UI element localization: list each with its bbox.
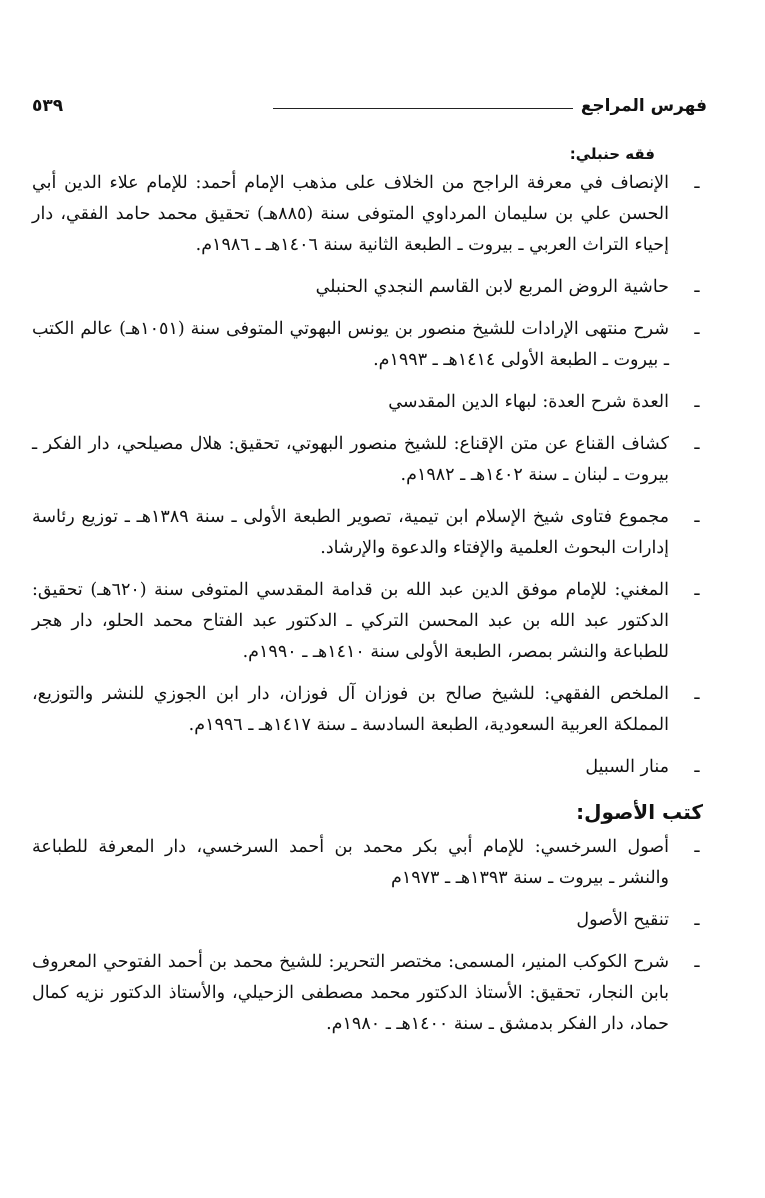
reference-entry <box>32 905 707 936</box>
header-rule <box>273 108 573 109</box>
list-dash: ـ <box>694 434 700 454</box>
running-header <box>32 86 707 116</box>
reference-list-usul <box>32 832 707 1040</box>
reference-text: حاشية الروض المربع لابن القاسم النجدي الحنبلي <box>315 277 669 297</box>
references-content <box>32 140 707 1051</box>
reference-entry <box>32 429 707 491</box>
reference-entry <box>32 168 707 261</box>
list-dash: ـ <box>694 952 700 972</box>
page-number: ٥٣٩ <box>32 96 64 116</box>
reference-entry <box>32 502 707 564</box>
list-dash: ـ <box>694 319 700 339</box>
reference-entry <box>32 679 707 741</box>
section-heading-hanbali-fiqh: فقه حنبلي: <box>569 145 655 163</box>
reference-list-hanbali-fiqh <box>32 168 707 783</box>
header-title: فهرس المراجع <box>580 96 707 116</box>
list-dash: ـ <box>694 580 700 600</box>
reference-text: شرح الكوكب المنير، المسمى: مختصر التحرير: للشيخ محمد بن أحمد الفتوحي المعروف بابن النجار، تحقيق: الأستاذ الدكتور محمد مصطفى الزحيلي، والأستاذ الدكتور نزيه كمال حماد، دار الفكر بدمشق ـ سنة ١٤٠٠هـ ـ ١٩٨٠م. <box>32 952 669 1034</box>
list-dash: ـ <box>694 277 700 297</box>
reference-text: منار السبيل <box>585 757 669 777</box>
reference-text: شرح منتهى الإرادات للشيخ منصور بن يونس البهوتي المتوفى سنة (١٠٥١هـ) عالم الكتب ـ بيروت ـ الطبعة الأولى ١٤١٤هـ ـ ١٩٩٣م. <box>32 319 669 370</box>
list-dash: ـ <box>694 837 700 857</box>
reference-text: مجموع فتاوى شيخ الإسلام ابن تيمية، تصوير الطبعة الأولى ـ سنة ١٣٨٩هـ ـ توزيع رئاسة إدارات البحوث العلمية والإفتاء والدعوة والإرشاد. <box>32 507 669 558</box>
reference-entry <box>32 575 707 668</box>
list-dash: ـ <box>694 507 700 527</box>
reference-text: الإنصاف في معرفة الراجح من الخلاف على مذهب الإمام أحمد: للإمام علاء الدين أبي الحسن علي بن سليمان المرداوي المتوفى سنة (٨٨٥هـ) تحقيق محمد حامد الفقي، دار إحياء التراث العربي ـ بيروت ـ الطبعة الثانية سنة ١٤٠٦هـ ـ ١٩٨٦م. <box>32 173 669 255</box>
reference-entry <box>32 947 707 1040</box>
list-dash: ـ <box>694 392 700 412</box>
reference-text: تنقيح الأصول <box>576 910 669 930</box>
reference-entry <box>32 752 707 783</box>
section-heading-usul: كتب الأصول: <box>576 800 703 824</box>
reference-text: أصول السرخسي: للإمام أبي بكر محمد بن أحمد السرخسي، دار المعرفة للطباعة والنشر ـ بيروت ـ سنة ١٣٩٣هـ ـ ١٩٧٣م <box>32 837 669 888</box>
reference-text: المغني: للإمام موفق الدين عبد الله بن قدامة المقدسي المتوفى سنة (٦٢٠هـ) تحقيق: الدكتور عبد الله بن عبد المحسن التركي ـ الدكتور عبد الفتاح محمد الحلو، دار هجر للطباعة والنشر بمصر، الطبعة الأولى سنة ١٤١٠هـ ـ ١٩٩٠م. <box>32 580 669 662</box>
list-dash: ـ <box>694 173 700 193</box>
list-dash: ـ <box>694 684 700 704</box>
reference-entry <box>32 832 707 894</box>
reference-entry <box>32 387 707 418</box>
reference-text: الملخص الفقهي: للشيخ صالح بن فوزان آل فوزان، دار ابن الجوزي للنشر والتوزيع، المملكة العربية السعودية، الطبعة السادسة ـ سنة ١٤١٧هـ ـ ١٩٩٦م. <box>32 684 669 735</box>
reference-entry <box>32 314 707 376</box>
reference-text: كشاف القناع عن متن الإقناع: للشيخ منصور البهوتي، تحقيق: هلال مصيلحي، دار الفكر ـ بيروت ـ لبنان ـ سنة ١٤٠٢هـ ـ ١٩٨٢م. <box>32 434 669 485</box>
reference-entry <box>32 272 707 303</box>
reference-text: العدة شرح العدة: لبهاء الدين المقدسي <box>388 392 669 412</box>
list-dash: ـ <box>694 757 700 777</box>
list-dash: ـ <box>694 910 700 930</box>
